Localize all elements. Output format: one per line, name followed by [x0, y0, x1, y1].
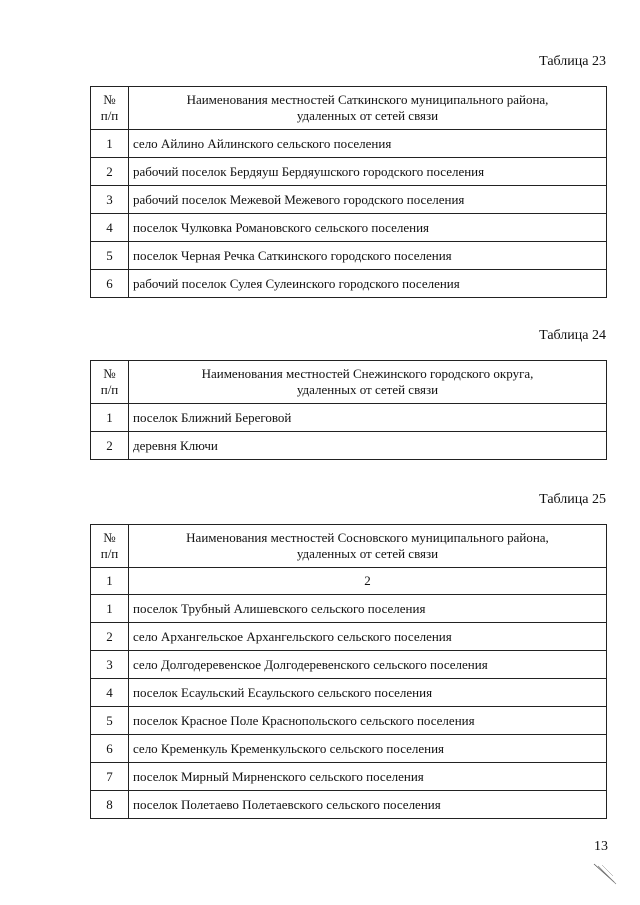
row-number: 5 [91, 707, 129, 735]
header-title-line2: удаленных от сетей связи [296, 382, 439, 397]
table-caption: Таблица 24 [539, 328, 606, 343]
table-row [91, 404, 607, 432]
row-name: село Долгодеревенское Долгодеревенского сельского поселения [129, 651, 607, 679]
header-title-line2: удаленных от сетей связи [296, 546, 439, 561]
header-title-line2: удаленных от сетей связи [296, 108, 439, 123]
header-number-cell [91, 525, 129, 568]
row-name: поселок Есаульский Есаульского сельского поселения [129, 679, 607, 707]
column-number-row [91, 568, 607, 595]
row-name: рабочий поселок Бердяуш Бердяушского городского поселения [129, 158, 607, 186]
table-row [91, 158, 607, 186]
table-row [91, 270, 607, 298]
header-title-line1: Наименования местностей Снежинского городского округа, [201, 366, 534, 381]
header-title-line1: Наименования местностей Саткинского муниципального района, [186, 92, 549, 107]
row-number: 3 [91, 186, 129, 214]
table-row [91, 595, 607, 623]
row-name: рабочий поселок Межевой Межевого городского поселения [129, 186, 607, 214]
table-24 [90, 360, 607, 460]
row-name: поселок Трубный Алишевского сельского поселения [129, 595, 607, 623]
row-number: 7 [91, 763, 129, 791]
table-header-row [91, 87, 607, 130]
header-title-line1: Наименования местностей Сосновского муниципального района, [186, 530, 549, 545]
column-number-1: 1 [91, 568, 129, 595]
row-number: 2 [91, 432, 129, 460]
table-caption: Таблица 23 [539, 54, 606, 69]
table-header-row [91, 361, 607, 404]
row-name: поселок Мирный Мирненского сельского поселения [129, 763, 607, 791]
row-number: 6 [91, 270, 129, 298]
row-number: 4 [91, 679, 129, 707]
table-row [91, 242, 607, 270]
row-number: 5 [91, 242, 129, 270]
row-name: село Архангельское Архангельского сельского поселения [129, 623, 607, 651]
row-name: поселок Полетаево Полетаевского сельского поселения [129, 791, 607, 819]
row-name: поселок Черная Речка Саткинского городского поселения [129, 242, 607, 270]
row-number: 2 [91, 623, 129, 651]
header-title-cell [129, 87, 607, 130]
header-number-cell [91, 361, 129, 404]
header-title-cell [129, 525, 607, 568]
scan-artifact-mark [592, 862, 618, 886]
header-number-sign: № [103, 366, 116, 381]
table-23 [90, 86, 607, 298]
column-number-2: 2 [129, 568, 607, 595]
row-number: 3 [91, 651, 129, 679]
table-header-row [91, 525, 607, 568]
row-number: 8 [91, 791, 129, 819]
table-row [91, 791, 607, 819]
row-name: поселок Ближний Береговой [129, 404, 607, 432]
row-number: 6 [91, 735, 129, 763]
row-number: 2 [91, 158, 129, 186]
row-number: 1 [91, 130, 129, 158]
header-number-abbrev: п/п [100, 546, 119, 561]
table-row [91, 623, 607, 651]
header-number-abbrev: п/п [100, 382, 119, 397]
row-name: поселок Красное Поле Краснопольского сельского поселения [129, 707, 607, 735]
page-number: 13 [594, 839, 608, 854]
table-row [91, 651, 607, 679]
row-number: 1 [91, 404, 129, 432]
row-name: рабочий поселок Сулея Сулеинского городского поселения [129, 270, 607, 298]
row-name: село Кременкуль Кременкульского сельского поселения [129, 735, 607, 763]
table-caption: Таблица 25 [539, 492, 606, 507]
table-row [91, 735, 607, 763]
table-row [91, 707, 607, 735]
table-row [91, 186, 607, 214]
header-number-sign: № [103, 530, 116, 545]
row-number: 1 [91, 595, 129, 623]
row-name: деревня Ключи [129, 432, 607, 460]
table-row [91, 679, 607, 707]
table-row [91, 214, 607, 242]
header-number-sign: № [103, 92, 116, 107]
table-25 [90, 524, 607, 819]
table-row [91, 763, 607, 791]
header-number-abbrev: п/п [100, 108, 119, 123]
row-name: село Айлино Айлинского сельского поселения [129, 130, 607, 158]
row-number: 4 [91, 214, 129, 242]
table-row [91, 130, 607, 158]
table-row [91, 432, 607, 460]
header-number-cell [91, 87, 129, 130]
row-name: поселок Чулковка Романовского сельского поселения [129, 214, 607, 242]
header-title-cell [129, 361, 607, 404]
